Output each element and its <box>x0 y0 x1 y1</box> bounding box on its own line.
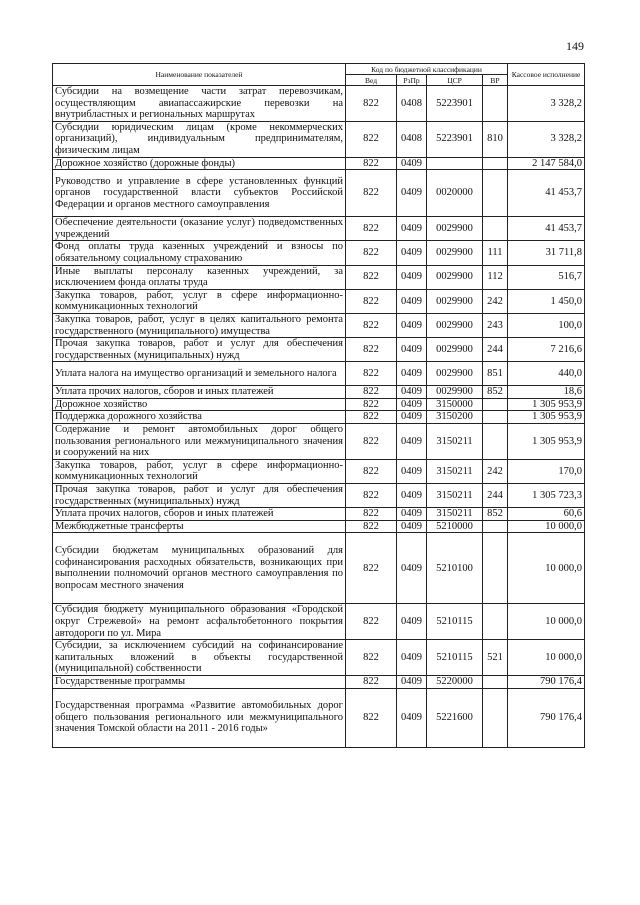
table-row <box>53 688 585 747</box>
cell-csr: 3150211 <box>427 508 483 521</box>
cell-csr: 0029900 <box>427 289 483 313</box>
cell-rzpr: 0409 <box>397 675 427 688</box>
cell-ved: 822 <box>346 86 397 122</box>
table-row <box>53 265 585 289</box>
cell-rzpr: 0409 <box>397 338 427 362</box>
cell-ved: 822 <box>346 362 397 386</box>
table-row <box>53 217 585 241</box>
header-vr: ВР <box>483 75 508 86</box>
cell-ved: 822 <box>346 424 397 460</box>
cell-exec: 18,6 <box>508 386 585 399</box>
cell-exec: 7 216,6 <box>508 338 585 362</box>
table-row <box>53 241 585 265</box>
page-number: 149 <box>566 39 584 53</box>
budget-table <box>52 63 585 748</box>
cell-csr: 0029900 <box>427 241 483 265</box>
cell-exec: 516,7 <box>508 265 585 289</box>
cell-rzpr: 0409 <box>397 386 427 399</box>
cell-rzpr: 0409 <box>397 411 427 424</box>
cell-exec: 10 000,0 <box>508 533 585 604</box>
cell-csr: 5210000 <box>427 520 483 533</box>
cell-exec: 1 305 953,9 <box>508 424 585 460</box>
cell-exec: 1 305 723,3 <box>508 484 585 508</box>
table-row <box>53 411 585 424</box>
table-row <box>53 640 585 676</box>
cell-exec: 10 000,0 <box>508 640 585 676</box>
cell-vr <box>483 424 508 460</box>
cell-ved: 822 <box>346 289 397 313</box>
cell-rzpr: 0409 <box>397 313 427 337</box>
cell-exec: 1 305 953,9 <box>508 411 585 424</box>
cell-exec: 60,6 <box>508 508 585 521</box>
cell-rzpr: 0409 <box>397 157 427 170</box>
table-header <box>53 64 585 86</box>
cell-rzpr: 0409 <box>397 424 427 460</box>
cell-rzpr: 0409 <box>397 398 427 411</box>
cell-exec: 3 328,2 <box>508 86 585 122</box>
cell-vr: 851 <box>483 362 508 386</box>
cell-csr <box>427 157 483 170</box>
table-row <box>53 289 585 313</box>
cell-vr <box>483 157 508 170</box>
cell-ved: 822 <box>346 157 397 170</box>
cell-rzpr: 0409 <box>397 362 427 386</box>
cell-vr <box>483 86 508 122</box>
cell-name: Прочая закупка товаров, работ и услуг для обеспечения государственных (муниципальных) нужд <box>53 484 346 508</box>
table-row <box>53 386 585 399</box>
table-row <box>53 121 585 157</box>
cell-csr: 0029900 <box>427 217 483 241</box>
table-row <box>53 604 585 640</box>
cell-ved: 822 <box>346 604 397 640</box>
table-row <box>53 86 585 122</box>
cell-ved: 822 <box>346 217 397 241</box>
cell-ved: 822 <box>346 265 397 289</box>
cell-exec: 3 328,2 <box>508 121 585 157</box>
cell-vr <box>483 411 508 424</box>
header-ved: Вед <box>346 75 397 86</box>
table-row <box>53 362 585 386</box>
cell-rzpr: 0409 <box>397 265 427 289</box>
cell-exec: 31 711,8 <box>508 241 585 265</box>
cell-rzpr: 0409 <box>397 520 427 533</box>
cell-ved: 822 <box>346 398 397 411</box>
cell-rzpr: 0409 <box>397 688 427 747</box>
cell-vr: 112 <box>483 265 508 289</box>
cell-name: Дорожное хозяйство <box>53 398 346 411</box>
cell-vr <box>483 520 508 533</box>
cell-ved: 822 <box>346 533 397 604</box>
cell-csr: 5223901 <box>427 86 483 122</box>
cell-rzpr: 0409 <box>397 604 427 640</box>
cell-name: Уплата налога на имущество организаций и земельного налога <box>53 362 346 386</box>
cell-rzpr: 0409 <box>397 640 427 676</box>
cell-exec: 41 453,7 <box>508 217 585 241</box>
header-code-group: Код по бюджетной классификации <box>346 64 508 75</box>
cell-name: Прочая закупка товаров, работ и услуг для обеспечения государственных (муниципальных) нужд <box>53 338 346 362</box>
cell-rzpr: 0409 <box>397 170 427 217</box>
cell-rzpr: 0409 <box>397 459 427 483</box>
cell-vr <box>483 604 508 640</box>
cell-ved: 822 <box>346 520 397 533</box>
cell-exec: 790 176,4 <box>508 675 585 688</box>
cell-vr <box>483 688 508 747</box>
cell-vr: 242 <box>483 459 508 483</box>
cell-name: Субсидии, за исключением субсидий на софинансирование капитальных вложений в объекты государственной (муниципальной) собственности <box>53 640 346 676</box>
table-row <box>53 533 585 604</box>
cell-rzpr: 0409 <box>397 289 427 313</box>
cell-name: Содержание и ремонт автомобильных дорог общего пользования регионального или межмуниципального значения и сооружений на них <box>53 424 346 460</box>
cell-csr: 5223901 <box>427 121 483 157</box>
cell-vr: 111 <box>483 241 508 265</box>
cell-vr <box>483 533 508 604</box>
cell-csr: 3150200 <box>427 411 483 424</box>
cell-csr: 5221600 <box>427 688 483 747</box>
table-row <box>53 157 585 170</box>
cell-ved: 822 <box>346 459 397 483</box>
cell-exec: 100,0 <box>508 313 585 337</box>
cell-name: Субсидии на возмещение части затрат перевозчикам, осуществляющим авиапассажирские перевозки на внутрибластных и региональных маршрутах <box>53 86 346 122</box>
cell-exec: 790 176,4 <box>508 688 585 747</box>
cell-name: Фонд оплаты труда казенных учреждений и взносы по обязательному социальному страхованию <box>53 241 346 265</box>
cell-csr: 5210100 <box>427 533 483 604</box>
cell-exec: 440,0 <box>508 362 585 386</box>
cell-name: Государственная программа «Развитие автомобильных дорог общего пользования регионального или межмуниципального значения Томской области на 2011 - 2016 годы» <box>53 688 346 747</box>
header-csr: ЦСР <box>427 75 483 86</box>
cell-exec: 10 000,0 <box>508 604 585 640</box>
cell-ved: 822 <box>346 484 397 508</box>
table-row <box>53 459 585 483</box>
cell-csr: 3150211 <box>427 424 483 460</box>
table-row <box>53 520 585 533</box>
cell-name: Закупка товаров, работ, услуг в целях капитального ремонта государственного (муниципального) имущества <box>53 313 346 337</box>
cell-vr: 244 <box>483 484 508 508</box>
table-body <box>53 86 585 748</box>
cell-csr: 5210115 <box>427 640 483 676</box>
cell-name: Уплата прочих налогов, сборов и иных платежей <box>53 386 346 399</box>
cell-name: Закупка товаров, работ, услуг в сфере информационно-коммуникационных технологий <box>53 459 346 483</box>
cell-name: Обеспечение деятельности (оказание услуг) подведомственных учреждений <box>53 217 346 241</box>
cell-ved: 822 <box>346 508 397 521</box>
cell-name: Государственные программы <box>53 675 346 688</box>
cell-csr: 5210115 <box>427 604 483 640</box>
table-row <box>53 398 585 411</box>
cell-ved: 822 <box>346 121 397 157</box>
cell-vr <box>483 170 508 217</box>
cell-vr <box>483 217 508 241</box>
cell-exec: 10 000,0 <box>508 520 585 533</box>
cell-name: Поддержка дорожного хозяйства <box>53 411 346 424</box>
table-row <box>53 313 585 337</box>
cell-name: Дорожное хозяйство (дорожные фонды) <box>53 157 346 170</box>
cell-csr: 0020000 <box>427 170 483 217</box>
cell-csr: 5220000 <box>427 675 483 688</box>
cell-name: Закупка товаров, работ, услуг в сфере информационно-коммуникационных технологий <box>53 289 346 313</box>
cell-rzpr: 0409 <box>397 217 427 241</box>
cell-csr: 0029900 <box>427 265 483 289</box>
cell-exec: 170,0 <box>508 459 585 483</box>
cell-exec: 2 147 584,0 <box>508 157 585 170</box>
cell-vr: 244 <box>483 338 508 362</box>
cell-rzpr: 0409 <box>397 508 427 521</box>
cell-exec: 1 305 953,9 <box>508 398 585 411</box>
cell-name: Межбюджетные трансферты <box>53 520 346 533</box>
cell-name: Субсидии юридическим лицам (кроме некоммерческих организаций), индивидуальным предпринимателям, физическим лицам <box>53 121 346 157</box>
table-row <box>53 170 585 217</box>
cell-rzpr: 0408 <box>397 86 427 122</box>
cell-name: Иные выплаты персоналу казенных учреждений, за исключением фонда оплаты труда <box>53 265 346 289</box>
cell-ved: 822 <box>346 675 397 688</box>
cell-vr <box>483 398 508 411</box>
cell-vr <box>483 675 508 688</box>
cell-exec: 41 453,7 <box>508 170 585 217</box>
cell-vr: 852 <box>483 386 508 399</box>
cell-csr: 0029900 <box>427 313 483 337</box>
table-row <box>53 675 585 688</box>
cell-vr: 242 <box>483 289 508 313</box>
cell-csr: 0029900 <box>427 338 483 362</box>
header-name: Наименование показателей <box>53 64 346 86</box>
cell-name: Уплата прочих налогов, сборов и иных платежей <box>53 508 346 521</box>
cell-ved: 822 <box>346 386 397 399</box>
cell-csr: 0029900 <box>427 362 483 386</box>
table-row <box>53 484 585 508</box>
header-execution: Кассовое исполнение <box>508 64 585 86</box>
header-rzpr: РзПр <box>397 75 427 86</box>
cell-rzpr: 0409 <box>397 241 427 265</box>
cell-rzpr: 0409 <box>397 484 427 508</box>
cell-vr: 810 <box>483 121 508 157</box>
cell-csr: 3150211 <box>427 459 483 483</box>
cell-ved: 822 <box>346 688 397 747</box>
cell-ved: 822 <box>346 338 397 362</box>
cell-name: Субсидии бюджетам муниципальных образований для софинансирования расходных обязательств, возникающих при выполнении полномочий органов местного самоуправления по вопросам местного значения <box>53 533 346 604</box>
cell-ved: 822 <box>346 313 397 337</box>
cell-name: Руководство и управление в сфере установленных функций органов государственной власти субъектов Российской Федерации и органов местного самоуправления <box>53 170 346 217</box>
table-row <box>53 424 585 460</box>
cell-vr: 521 <box>483 640 508 676</box>
cell-ved: 822 <box>346 170 397 217</box>
table-row <box>53 508 585 521</box>
table-row <box>53 338 585 362</box>
cell-rzpr: 0408 <box>397 121 427 157</box>
cell-vr: 852 <box>483 508 508 521</box>
cell-ved: 822 <box>346 241 397 265</box>
cell-exec: 1 450,0 <box>508 289 585 313</box>
cell-name: Субсидия бюджету муниципального образования «Городской округ Стрежевой» на ремонт асфальтобетонного покрытия автодороги по ул. Мира <box>53 604 346 640</box>
cell-csr: 3150000 <box>427 398 483 411</box>
cell-ved: 822 <box>346 411 397 424</box>
cell-vr: 243 <box>483 313 508 337</box>
cell-ved: 822 <box>346 640 397 676</box>
cell-csr: 0029900 <box>427 386 483 399</box>
cell-rzpr: 0409 <box>397 533 427 604</box>
cell-csr: 3150211 <box>427 484 483 508</box>
